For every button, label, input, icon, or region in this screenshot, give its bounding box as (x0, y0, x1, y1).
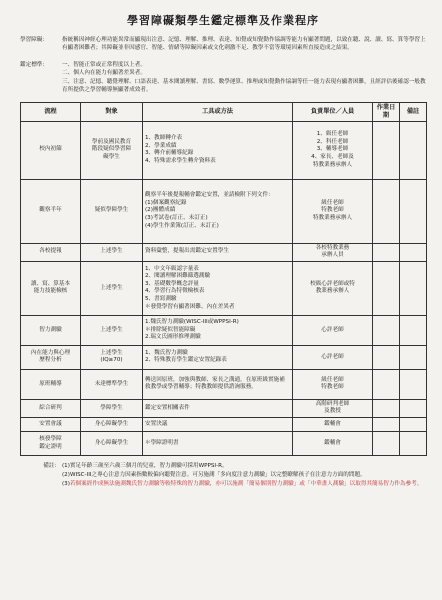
cell-method (143, 315, 293, 345)
stage-line: 鑑定證明 (39, 443, 62, 450)
unit-line: 校級心評老師或特 (310, 280, 355, 287)
method-line: (1)個案觀察紀錄 (145, 199, 187, 206)
cell-stage (21, 399, 81, 417)
cell-note (400, 315, 427, 345)
cell-date (373, 369, 400, 399)
cell-unit (293, 243, 373, 261)
unit-line: 承辦人員 (321, 252, 344, 259)
method-line: 3、基礎數學概念評量 (145, 280, 199, 287)
table-row (21, 399, 427, 417)
cell-target (81, 399, 143, 417)
cell-unit (293, 261, 373, 315)
stage-line: 內在能力與心理 (30, 349, 71, 356)
method-line: 2.瑞文氏圖形推理測驗 (145, 334, 201, 341)
cell-unit (293, 399, 373, 417)
method-line: (4)學生作業簿(訂正、未訂正) (145, 222, 219, 229)
header-note: 備註 (400, 103, 427, 121)
cell-stage (21, 179, 81, 243)
method-line: ＊排除疑似智能障礙 (145, 326, 196, 333)
stage-line: 核發學障 (39, 435, 62, 442)
unit-line: 2、科任老師 (316, 138, 349, 145)
cell-date (373, 121, 400, 179)
stage-line: 讀、寫、算基本 (30, 280, 71, 287)
cell-method (143, 399, 293, 417)
method-line: 1.魏氏智力測驗(WISC-III或WPPSI-R) (145, 318, 239, 325)
target-line: 礙學生 (103, 153, 120, 160)
definition-text: 指統稱因神經心理功能異常而顯現出注意、記憶、理解、推理、表達、知覺或知覺動作協調等能力有顯著問題，以致在聽、說、讀、寫、算等學習上有顯著困難者；其障礙並非因感官、智能、情緒等障礙因素或文化刺激不足、教學不當等環境因素所直接造成之結果。 (62, 37, 426, 52)
cell-stage (21, 369, 81, 399)
cell-method (143, 261, 293, 315)
stage-line: 能力技能檢核 (33, 288, 68, 295)
target-line: 上述學生 (100, 284, 123, 291)
method-line: ＊學障證明書 (145, 439, 179, 446)
method-line: 2、特殊教育學生鑑定安置紀錄表 (145, 357, 227, 364)
cell-target (81, 369, 143, 399)
cell-method (143, 418, 293, 432)
cell-date (373, 418, 400, 432)
cell-target (81, 261, 143, 315)
table-row (21, 432, 427, 456)
definition-label: 學習障礙： (20, 37, 48, 43)
footnote-text-2: WISC-III之專心注意力因素指數較偏向聽覺注意。可另施測「多向度注意力測驗」以完整瞭解孩子在注意力方面的問題。 (69, 471, 366, 478)
standards-label: 鑑定標準： (20, 61, 48, 68)
footnotes (20, 462, 426, 488)
unit-line: 特教老師 (321, 384, 344, 391)
target-line: 身心障礙學生 (94, 420, 129, 427)
method-line: ＊發覺學習有顯著困難、內在差異者 (145, 303, 235, 310)
unit-line: 高階研判老師 (315, 400, 350, 407)
cell-note (400, 261, 427, 315)
table-header-row (21, 103, 427, 121)
cell-stage (21, 418, 81, 432)
cell-note (400, 418, 427, 432)
cell-unit (293, 315, 373, 345)
cell-stage (21, 243, 81, 261)
unit-line: 特教老師 (321, 207, 344, 214)
cell-date (373, 345, 400, 369)
cell-date (373, 243, 400, 261)
method-line: 安置決議 (145, 420, 168, 427)
cell-unit (293, 345, 373, 369)
cell-date (373, 432, 400, 456)
cell-stage (21, 345, 81, 369)
standard-item-3: 三、注意、記憶、聽覺理解、口語表達、基本閱讀理解、書寫、數學運算、推理或知覺動作協調等任一能力表現有顯著困難，且經評估後確認一般教育所提供之學習輔導無顯著成效者。 (62, 78, 426, 94)
unit-line: 各校特教業務 (315, 244, 350, 251)
unit-line: 鑑輔會 (324, 420, 341, 427)
stage-line: 原班輔導 (39, 380, 62, 387)
footnote-row-1 (20, 462, 426, 471)
table-row (21, 418, 427, 432)
method-line: (2)團體成績 (145, 207, 176, 214)
cell-stage (21, 261, 81, 315)
cell-date (373, 315, 400, 345)
unit-line: 及教授 (324, 408, 341, 415)
footnote-text-3: 若個案經作成無法施測魏氏智力測驗等較特殊的智力測驗，亦可以施測「簡易個別智力測驗」或「中華畫人測驗」以取得其簡易智力作為參考。 (69, 480, 423, 487)
cell-stage (21, 432, 81, 456)
target-line: 疑似學障學生 (94, 207, 129, 214)
cell-note (400, 432, 427, 456)
method-line: 資料彙整，提報出需鑑定安置學生 (145, 248, 229, 255)
cell-note (400, 243, 427, 261)
header-method: 工具或方法 (143, 103, 293, 121)
cell-unit (293, 179, 373, 243)
footnote-key-3: (3) (62, 480, 70, 487)
cell-target (81, 315, 143, 345)
cell-unit (293, 418, 373, 432)
header-date: 作業日期 (373, 103, 400, 121)
cell-method (143, 243, 293, 261)
unit-line: 特教業務承辦人 (312, 214, 353, 221)
method-line: 5、書寫測驗 (145, 295, 177, 302)
table-row (21, 179, 427, 243)
definition-block (20, 36, 426, 53)
target-line: 未達標準學生 (94, 380, 129, 387)
footnote-key-2: (2) (62, 471, 70, 478)
target-line: 學前及國民教育 (91, 138, 132, 145)
footnotes-label: 備註： (43, 463, 60, 469)
footnote-text-1: 實足年齡三歲至六歲三個月的兒童，智力測驗可採用WPPSI-R。 (69, 463, 228, 469)
table-row (21, 261, 427, 315)
target-line: 上述學生 (100, 248, 123, 255)
stage-line: 各校提報 (39, 248, 62, 255)
cell-unit (293, 121, 373, 179)
stage-line: 智力測驗 (39, 326, 62, 333)
unit-line: 教業務承辦人 (315, 288, 350, 295)
footnote-key-1: (1) (62, 463, 70, 469)
cell-method (143, 121, 293, 179)
unit-line: 級任老師 (321, 376, 344, 383)
cell-method (143, 369, 293, 399)
stage-line: 觀察半年 (39, 207, 62, 214)
method-line: 4、特殊需求學生轉介資料表 (145, 157, 216, 164)
cell-target (81, 345, 143, 369)
method-line: (3)考試卷(訂正、未訂正) (145, 214, 208, 221)
cell-target (81, 243, 143, 261)
header-unit: 負責單位／人員 (293, 103, 373, 121)
standard-item-2: 二、個人內在能力有顯著差異者。 (62, 70, 146, 77)
stage-line: 校內初篩 (39, 146, 62, 153)
method-line: 3、轉介前輔導紀錄 (145, 150, 194, 157)
cell-note (400, 399, 427, 417)
cell-note (400, 179, 427, 243)
target-line: 身心障礙學生 (94, 439, 129, 446)
stage-line: 綜合研判 (39, 404, 62, 411)
target-line: 階段疑似學習障 (91, 146, 132, 153)
unit-line: 心評老師 (321, 326, 344, 333)
footnote-row-3 (20, 480, 426, 489)
table-row (21, 121, 427, 179)
cell-method (143, 179, 293, 243)
cell-method (143, 432, 293, 456)
cell-note (400, 345, 427, 369)
cell-unit (293, 432, 373, 456)
cell-date (373, 399, 400, 417)
target-line: 上述學生 (100, 349, 123, 356)
page-title: 學習障礙類學生鑑定標準及作業程序 (127, 14, 319, 27)
cell-stage (21, 315, 81, 345)
method-line: 1、中文年級認字量表 (145, 265, 199, 272)
standards-block (20, 61, 426, 95)
procedure-table (20, 102, 427, 456)
table-row (21, 345, 427, 369)
table-row (21, 243, 427, 261)
cell-target (81, 418, 143, 432)
unit-line: 3、輔導老師 (316, 146, 349, 153)
stage-line: 歷程分析 (39, 357, 62, 364)
unit-line: 鑑輔會 (324, 439, 341, 446)
target-line: 上述學生 (100, 326, 123, 333)
cell-stage (21, 121, 81, 179)
header-target: 對象 (81, 103, 143, 121)
footnote-row-2 (20, 471, 426, 480)
method-line: 2、學業成績 (145, 142, 177, 149)
cell-unit (293, 369, 373, 399)
method-line: 4、學習行為特徵檢核表 (145, 288, 205, 295)
table-row (21, 369, 427, 399)
method-line: 1、教師轉介表 (145, 134, 183, 141)
standard-item-1: 一、智能正常或正常程度以上者。 (62, 61, 146, 68)
method-line: 2、閱讀理解困難篩選測驗 (145, 273, 211, 280)
table-row (21, 315, 427, 345)
cell-note (400, 369, 427, 399)
cell-target (81, 432, 143, 456)
unit-line: 心評老師 (321, 353, 344, 360)
cell-date (373, 261, 400, 315)
cell-method (143, 345, 293, 369)
unit-line: 級任老師 (321, 199, 344, 206)
header-stage: 流程 (21, 103, 81, 121)
cell-target (81, 121, 143, 179)
unit-line: 特教業務承辦人 (312, 161, 353, 168)
stage-line: 安置會議 (39, 420, 62, 427)
cell-date (373, 179, 400, 243)
target-line: (IQ≥70) (100, 357, 123, 364)
unit-line: 4、家長、老師及 (311, 153, 354, 160)
target-line: 學障學生 (100, 404, 123, 411)
cell-note (400, 121, 427, 179)
cell-target (81, 179, 143, 243)
method-line: 轉送回原班，加強與教師、家長之溝通，在原班級實施補救教學或學習輔導；特教教師提供諮詢服務。 (145, 376, 285, 391)
method-intro: 觀察半年後提報輔會鑑定安置，並請檢附下列文件： (145, 192, 274, 199)
method-line: 鑑定安置相關表件 (145, 404, 190, 411)
unit-line: 1、級任老師 (316, 131, 349, 138)
method-line: 1、魏氏智力測驗 (145, 349, 188, 356)
